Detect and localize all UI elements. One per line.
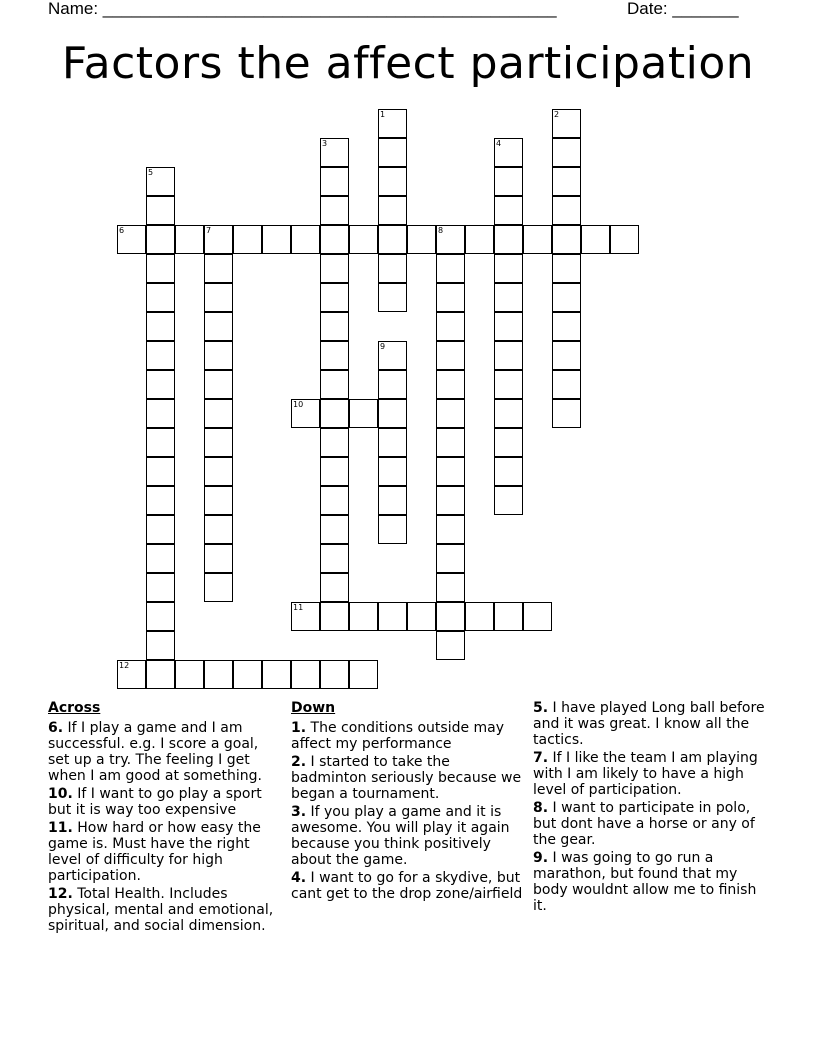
grid-cell[interactable] [146,283,175,312]
clue-number-label: 5 [148,168,154,177]
grid-cell[interactable] [320,515,349,544]
name-field-label: Name: ________________________________________________ [48,0,557,18]
grid-cell[interactable] [320,399,349,428]
grid-cell[interactable] [349,602,378,631]
page-title: Factors the affect participation [61,38,755,89]
clue-number-label: 3 [322,139,328,148]
clue-text: How hard or how easy the game is. Must have the right level of difficulty for high participation. [48,820,261,884]
clue-text: I have played Long ball before and it was great. I know all the tactics. [533,700,765,748]
clue-text: I want to go for a skydive, but cant get to the drop zone/airfield [291,870,523,902]
grid-cell[interactable] [204,341,233,370]
grid-cell[interactable] [320,486,349,515]
grid-cell[interactable] [175,225,204,254]
grid-cell[interactable] [204,573,233,602]
grid-cell[interactable] [494,254,523,283]
grid-cell[interactable] [436,341,465,370]
grid-cell[interactable] [494,428,523,457]
clue-text: Total Health. Includes physical, mental and emotional, spiritual, and social dimension. [48,886,274,934]
grid-cell[interactable] [378,486,407,515]
grid-cell[interactable] [494,602,523,631]
down-clue [533,750,765,798]
grid-cell[interactable] [146,370,175,399]
grid-cell[interactable] [552,399,581,428]
down-heading: Down [291,700,336,716]
grid-cell[interactable] [494,312,523,341]
grid-cell[interactable] [552,283,581,312]
grid-cell[interactable] [146,341,175,370]
grid-cell[interactable] [581,225,610,254]
grid-cell[interactable] [436,544,465,573]
grid-cell[interactable] [146,602,175,631]
grid-cell[interactable] [146,486,175,515]
down-clue [533,700,765,748]
grid-cell[interactable] [436,457,465,486]
grid-cell[interactable] [378,167,407,196]
clue-number: 11. [48,820,73,836]
grid-cell[interactable] [436,399,465,428]
clue-number: 6. [48,720,64,736]
grid-cell[interactable] [204,660,233,689]
grid-cell[interactable] [146,515,175,544]
clue-number-label: 11 [293,603,304,612]
grid-cell[interactable] [378,196,407,225]
grid-cell[interactable] [494,341,523,370]
across-clue [48,820,280,884]
grid-cell[interactable] [436,573,465,602]
grid-cell[interactable] [378,370,407,399]
clue-number-label: 6 [119,226,125,235]
grid-cell[interactable] [436,428,465,457]
grid-cell[interactable] [494,225,523,254]
grid-cell[interactable] [552,370,581,399]
grid-cell[interactable] [494,283,523,312]
grid-cell[interactable] [320,196,349,225]
grid-cell[interactable] [378,254,407,283]
clue-number: 5. [533,700,549,716]
grid-cell[interactable] [436,631,465,660]
clue-number-label: 2 [554,110,560,119]
grid-cell[interactable] [494,457,523,486]
grid-cell[interactable] [320,370,349,399]
grid-cell[interactable] [175,660,204,689]
grid-cell[interactable] [552,196,581,225]
grid-cell[interactable] [146,399,175,428]
grid-cell[interactable] [320,167,349,196]
grid-cell[interactable] [349,399,378,428]
grid-cell[interactable] [204,254,233,283]
clue-text: If I like the team I am playing with I am likely to have a high level of participation. [533,750,758,798]
across-clues [48,700,280,936]
grid-cell[interactable] [320,660,349,689]
grid-cell[interactable] [436,312,465,341]
grid-cell[interactable] [378,428,407,457]
down-clue [291,720,523,752]
down-clue [291,804,523,868]
grid-cell[interactable] [320,254,349,283]
grid-cell[interactable] [204,283,233,312]
grid-cell[interactable] [610,225,639,254]
grid-cell[interactable] [204,399,233,428]
grid-cell[interactable] [494,399,523,428]
clue-text: I want to participate in polo, but dont have a horse or any of the gear. [533,800,755,848]
grid-cell[interactable] [146,225,175,254]
grid-cell[interactable] [146,544,175,573]
grid-cell[interactable] [436,283,465,312]
grid-cell[interactable] [320,283,349,312]
grid-cell[interactable] [349,660,378,689]
grid-cell[interactable] [204,486,233,515]
grid-cell[interactable] [465,225,494,254]
clue-text: If I want to go play a sport but it is way too expensive [48,786,262,818]
clue-number-label: 8 [438,226,444,235]
grid-cell[interactable] [291,225,320,254]
grid-cell[interactable] [523,225,552,254]
grid-cell[interactable] [436,370,465,399]
grid-cell[interactable] [146,457,175,486]
down-clues-column-2 [533,700,765,916]
grid-cell[interactable] [378,457,407,486]
grid-cell[interactable] [146,660,175,689]
down-clues-column-1 [291,700,523,904]
date-field-label: Date: _______ [627,0,739,18]
grid-cell[interactable] [320,312,349,341]
grid-cell[interactable] [233,660,262,689]
clue-number: 4. [291,870,307,886]
grid-cell[interactable] [146,312,175,341]
grid-cell[interactable] [146,196,175,225]
across-clue [48,786,280,818]
clue-number-label: 7 [206,226,212,235]
grid-cell[interactable] [552,341,581,370]
grid-cell[interactable] [204,515,233,544]
clue-text: The conditions outside may affect my performance [291,720,505,752]
grid-cell[interactable] [378,602,407,631]
across-heading: Across [48,700,101,716]
grid-cell[interactable] [436,254,465,283]
grid-cell[interactable] [146,428,175,457]
grid-cell[interactable] [204,428,233,457]
clue-number-label: 4 [496,139,502,148]
grid-cell[interactable] [262,225,291,254]
clue-number: 9. [533,850,549,866]
grid-cell[interactable] [494,167,523,196]
clue-text: If you play a game and it is awesome. You will play it again because you think positively about the game. [291,804,510,868]
across-clue [48,886,280,934]
grid-cell[interactable] [552,138,581,167]
grid-cell[interactable] [320,602,349,631]
grid-cell[interactable] [204,370,233,399]
down-clue [291,870,523,902]
grid-cell[interactable] [320,573,349,602]
grid-cell[interactable] [436,486,465,515]
clue-number-label: 1 [380,110,386,119]
grid-cell[interactable] [494,370,523,399]
grid-cell[interactable] [378,138,407,167]
grid-cell[interactable] [407,602,436,631]
grid-cell[interactable] [465,602,494,631]
grid-cell[interactable] [552,225,581,254]
grid-cell[interactable] [494,196,523,225]
grid-cell[interactable] [407,225,436,254]
grid-cell[interactable] [204,457,233,486]
clue-number: 10. [48,786,73,802]
grid-cell[interactable] [378,515,407,544]
down-clue [533,850,765,914]
grid-cell[interactable] [204,312,233,341]
grid-cell[interactable] [320,457,349,486]
clue-number: 1. [291,720,307,736]
clue-number: 12. [48,886,73,902]
down-clue [291,754,523,802]
grid-cell[interactable] [233,225,262,254]
clue-number-label: 12 [119,661,130,670]
grid-cell[interactable] [320,341,349,370]
grid-cell[interactable] [436,515,465,544]
grid-cell[interactable] [378,399,407,428]
grid-cell[interactable] [320,225,349,254]
across-clue [48,720,280,784]
grid-cell[interactable] [320,428,349,457]
clue-number: 3. [291,804,307,820]
clue-text: I started to take the badminton seriously because we began a tournament. [291,754,522,802]
grid-cell[interactable] [552,312,581,341]
grid-cell[interactable] [349,225,378,254]
grid-cell[interactable] [378,225,407,254]
grid-cell[interactable] [146,631,175,660]
grid-cell[interactable] [523,602,552,631]
grid-cell[interactable] [262,660,291,689]
grid-cell[interactable] [320,544,349,573]
grid-cell[interactable] [204,544,233,573]
grid-cell[interactable] [146,573,175,602]
grid-cell[interactable] [494,486,523,515]
clue-number-label: 10 [293,400,304,409]
clue-text: If I play a game and I am successful. e.g. I score a goal, set up a try. The feeling I get when I am good at something. [48,720,262,784]
clue-number-label: 9 [380,342,386,351]
grid-cell[interactable] [146,254,175,283]
grid-cell[interactable] [436,602,465,631]
grid-cell[interactable] [552,254,581,283]
grid-cell[interactable] [291,660,320,689]
clue-number: 7. [533,750,549,766]
clue-number: 8. [533,800,549,816]
clue-text: I was going to go run a marathon, but found that my body wouldnt allow me to finish it. [533,850,757,914]
grid-cell[interactable] [552,167,581,196]
grid-cell[interactable] [378,283,407,312]
down-clue [533,800,765,848]
clue-number: 2. [291,754,307,770]
